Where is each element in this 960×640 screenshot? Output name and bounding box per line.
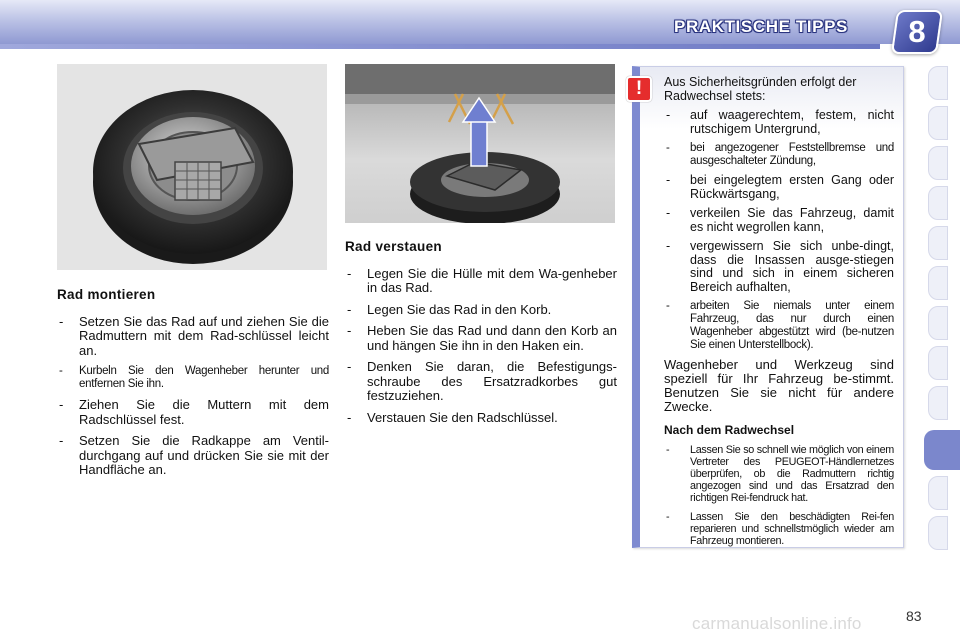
spare-wheel-illustration (57, 64, 327, 270)
chapter-number: 8 (908, 14, 926, 49)
after-change-list (664, 444, 894, 548)
section-heading: Rad verstauen (345, 239, 442, 254)
list-item: - verkeilen Sie das Fahrzeug, damit es nicht wegrollen kann, (664, 207, 894, 234)
stow-wheel-section (345, 240, 617, 432)
list-item: - bei angezogener Feststellbremse und ausgeschalteter Zündung, (664, 142, 894, 168)
section-heading: Rad montieren (57, 287, 156, 302)
instruction-list (57, 315, 329, 478)
chapter-tab (928, 346, 948, 380)
chapter-tab (928, 226, 948, 260)
list-item: - Legen Sie das Rad in den Korb. (345, 303, 617, 318)
tools-note: Wagenheber und Werkzeug sind speziell für Ihr Fahrzeug be-stimmt. Benutzen Sie sie nicht für andere Zwecke. (664, 357, 894, 414)
list-item: - arbeiten Sie niemals unter einem Fahrzeug, das nur durch einen Wagenheber abgestützt wird (be-nutzen Sie einen Unterstellbock). (664, 300, 894, 352)
chapter-tab (928, 186, 948, 220)
list-item: - bei eingelegtem ersten Gang oder Rückwärtsgang, (664, 174, 894, 201)
chapter-tab (928, 386, 948, 420)
page-number: 83 (906, 608, 922, 624)
warning-icon: ! (626, 76, 652, 102)
list-item: - Denken Sie daran, die Befestigungs-schraube des Ersatzradkorbes gut festzuziehen. (345, 360, 617, 404)
list-item: - Setzen Sie die Radkappe am Ventil-durchgang auf und drücken Sie sie mit der Handfläche an. (57, 434, 329, 478)
after-change-heading: Nach dem Radwechsel (664, 423, 795, 437)
chapter-tab (928, 106, 948, 140)
chapter-tab-strip (928, 66, 950, 576)
instruction-list (345, 267, 617, 426)
watermark: carmanualsonline.info (692, 614, 862, 633)
trunk-storage-photo (345, 64, 615, 223)
stow-wheel-illustration (345, 64, 615, 223)
chapter-tab (928, 266, 948, 300)
chapter-tab (928, 516, 948, 550)
warning-content (664, 76, 894, 553)
safety-list (664, 109, 894, 352)
warning-intro: Aus Sicherheitsgründen erfolgt der Radwechsel stets: (664, 75, 857, 103)
chapter-tab (928, 146, 948, 180)
chapter-badge (891, 10, 943, 54)
active-chapter-tab (924, 430, 960, 470)
list-item: - auf waagerechtem, festem, nicht rutschigem Untergrund, (664, 109, 894, 136)
list-item: - Kurbeln Sie den Wagenheber herunter und entfernen Sie ihn. (57, 365, 329, 391)
list-item: - Verstauen Sie den Radschlüssel. (345, 411, 617, 426)
list-item: - Setzen Sie das Rad auf und ziehen Sie die Radmuttern mit dem Rad-schlüssel leicht an. (57, 315, 329, 359)
chapter-tab (928, 66, 948, 100)
spare-wheel-photo (57, 64, 327, 270)
list-item: - Lassen Sie so schnell wie möglich von einem Vertreter des PEUGEOT-Händlernetzes überprüfen, ob die Radmuttern richtig angezogen sind und das Ersatzrad den richtigen Rei-fendruck hat. (664, 444, 894, 505)
chapter-title: PRAKTISCHE TIPPS (674, 17, 848, 36)
list-item: - Legen Sie die Hülle mit dem Wa-genheber in das Rad. (345, 267, 617, 296)
page-header (0, 0, 960, 56)
chapter-tab (928, 476, 948, 510)
header-stripe (0, 44, 880, 49)
list-item: - Lassen Sie den beschädigten Rei-fen reparieren und schnellstmöglich wieder am Fahrzeug montieren. (664, 511, 894, 548)
list-item: - vergewissern Sie sich unbe-dingt, dass die Insassen ausge-stiegen sind und sich in einem sicheren Bereich aufhalten, (664, 240, 894, 294)
mount-wheel-section (57, 288, 329, 485)
chapter-tab (928, 306, 948, 340)
list-item: - Heben Sie das Rad und dann den Korb an und hängen Sie ihn in den Haken ein. (345, 324, 617, 353)
list-item: - Ziehen Sie die Muttern mit dem Radschlüssel fest. (57, 398, 329, 427)
